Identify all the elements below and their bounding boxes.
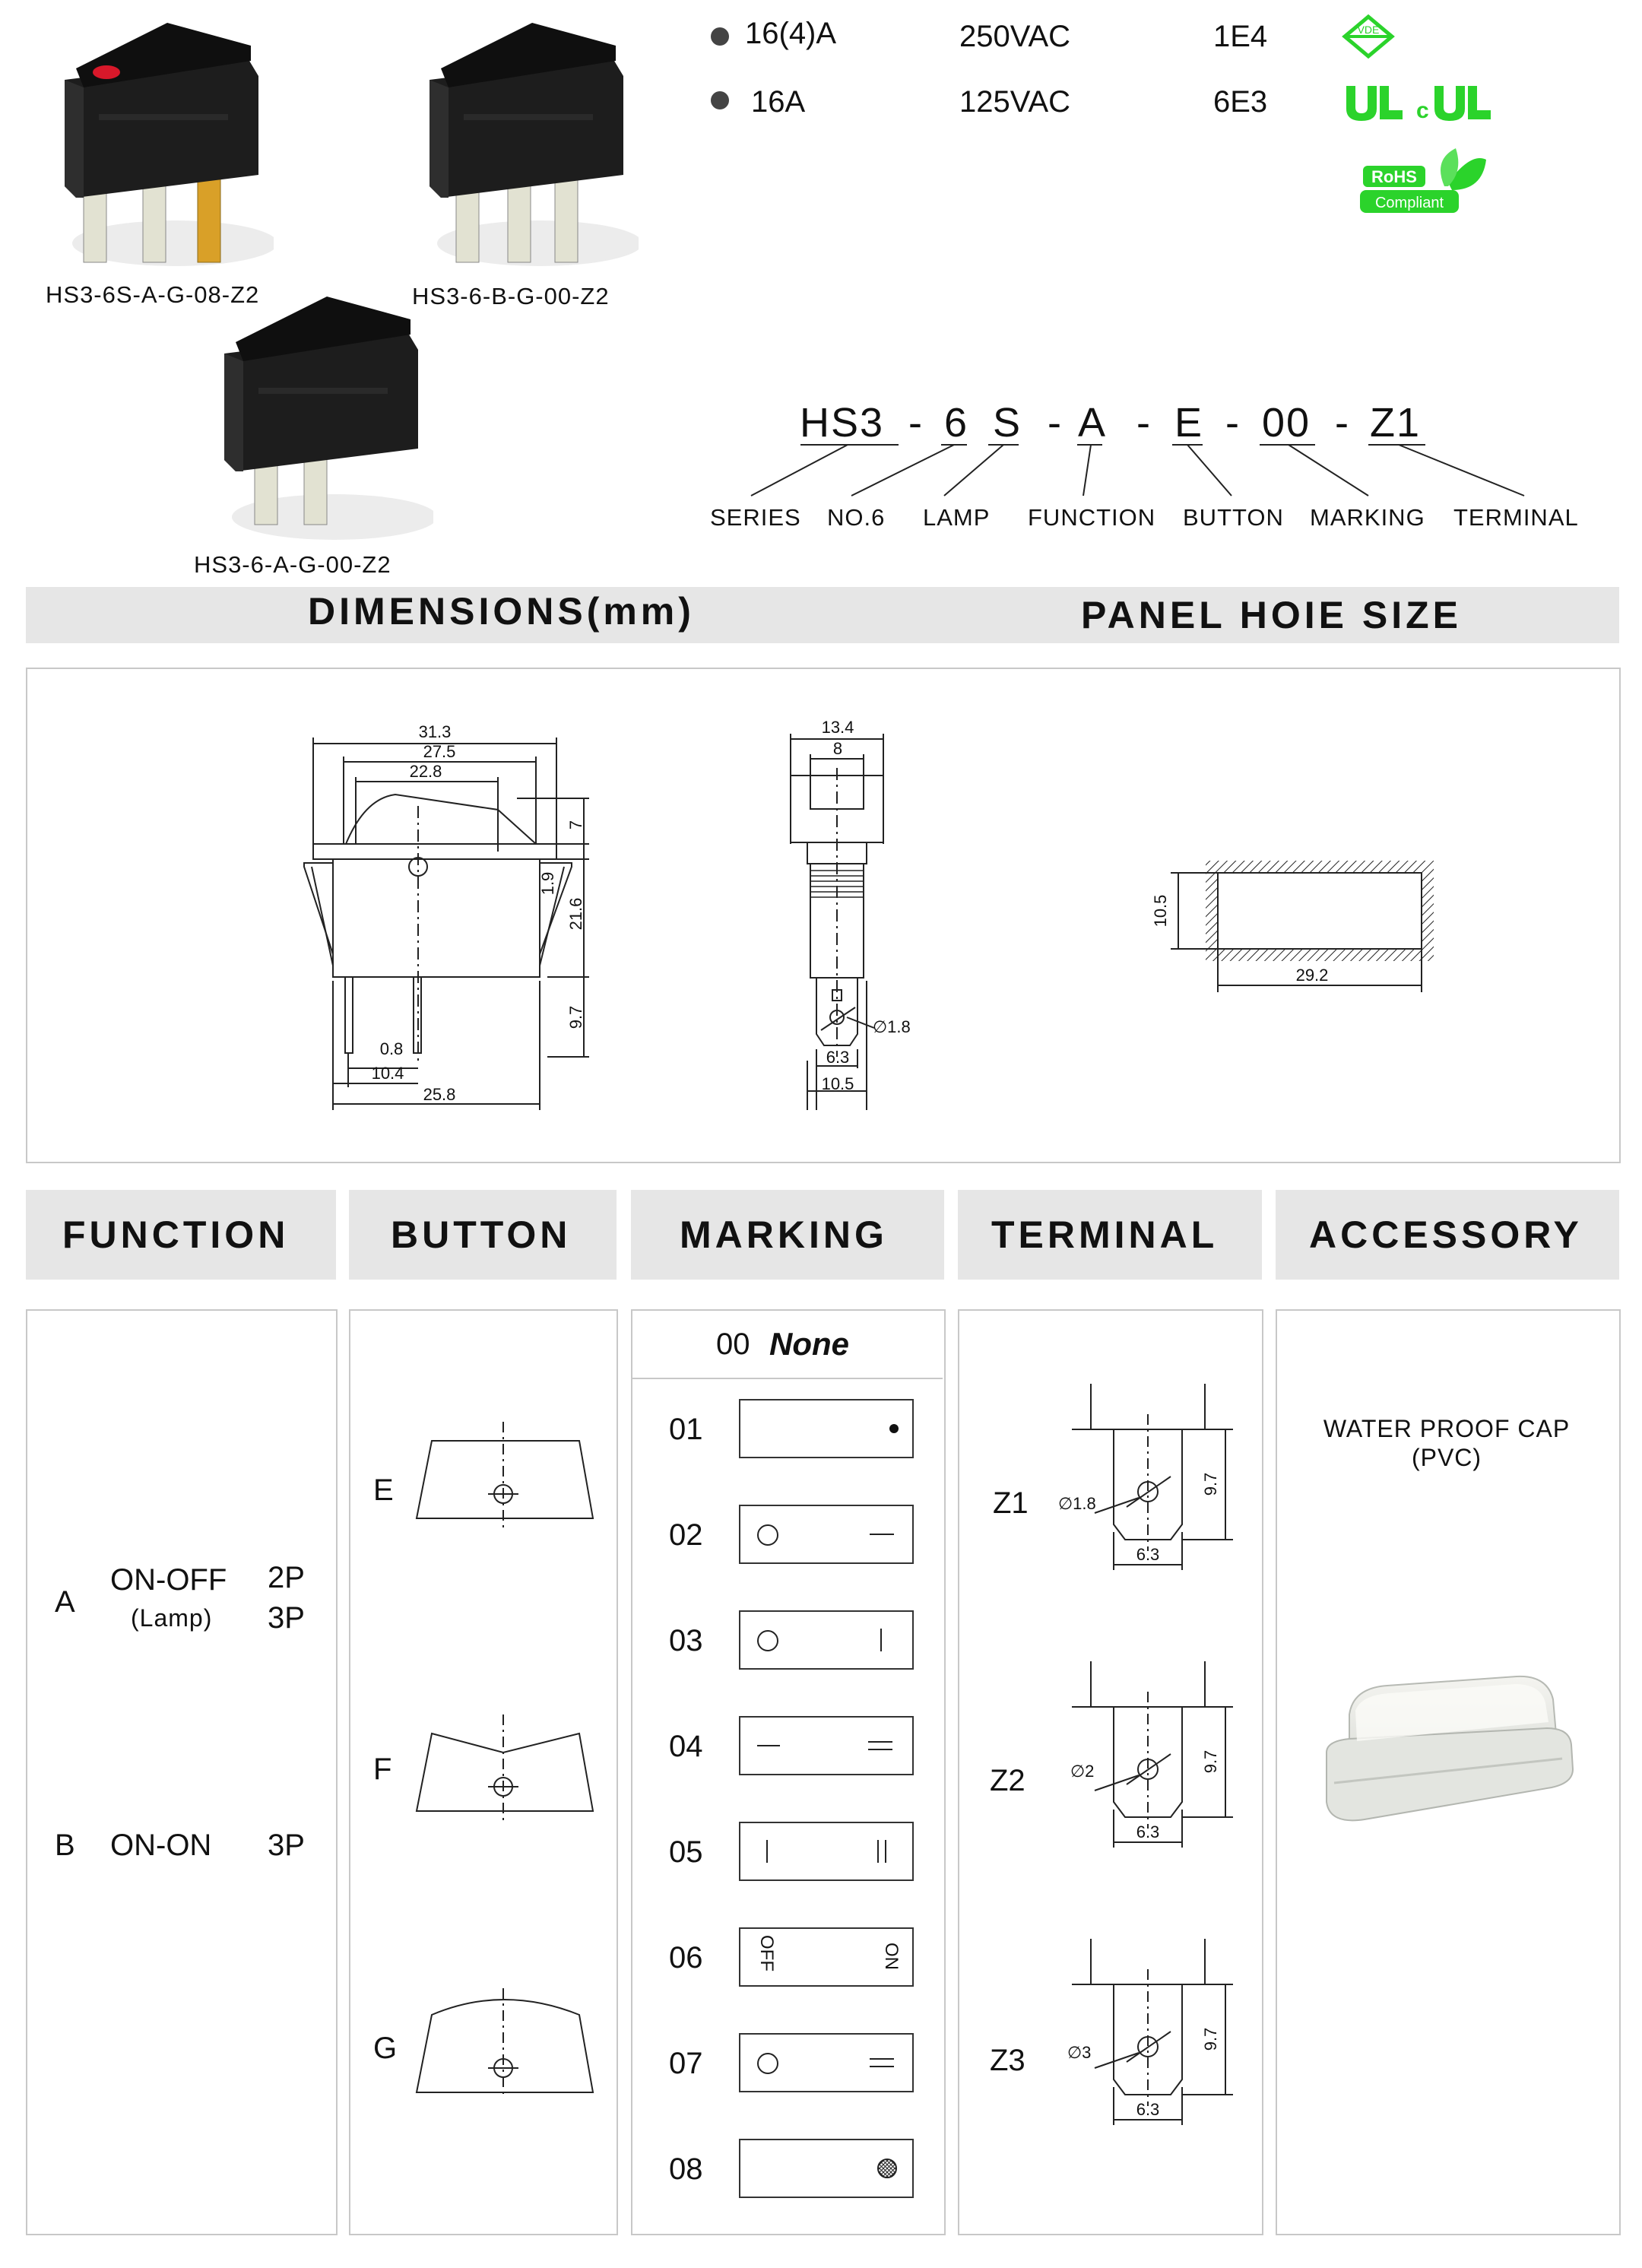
rating-current: 16(4)A bbox=[745, 17, 837, 50]
function-sub-a: (Lamp) bbox=[131, 1604, 213, 1632]
dim-6-3: 6.3 bbox=[826, 1048, 850, 1067]
button-code-e: E bbox=[373, 1473, 394, 1507]
dimensions-title: DIMENSIONS(mm) bbox=[308, 590, 695, 633]
dim-22-8: 22.8 bbox=[409, 762, 442, 781]
dash-icon bbox=[757, 1745, 780, 1746]
bar-icon bbox=[880, 1629, 882, 1651]
double-dash-icon bbox=[868, 1741, 892, 1743]
code-terminal: Z1 bbox=[1370, 400, 1422, 446]
accessory-title: ACCESSORY bbox=[1309, 1213, 1583, 1256]
product-photo-3 bbox=[205, 289, 433, 544]
dim-0-8: 0.8 bbox=[379, 1039, 404, 1058]
dim-9-7: 9.7 bbox=[566, 1005, 585, 1029]
terminal-z3-dia: ∅3 bbox=[1067, 2043, 1092, 2062]
accessory-caption bbox=[1276, 1414, 1618, 1472]
button-code-g: G bbox=[373, 2032, 398, 2065]
function-code-b: B bbox=[55, 1829, 75, 1862]
ul-c-text: c bbox=[1416, 98, 1429, 123]
compliant-text: Compliant bbox=[1374, 195, 1444, 211]
terminal-z3-height: 9.7 bbox=[1201, 2027, 1220, 2051]
terminal-code-z2: Z2 bbox=[990, 1764, 1025, 1797]
code-label-terminal: TERMINAL bbox=[1453, 504, 1579, 531]
double-dash-icon bbox=[868, 1749, 892, 1750]
product-photo-1 bbox=[46, 15, 274, 270]
code-lamp: S bbox=[993, 400, 1022, 446]
function-pole-b-3p: 3P bbox=[268, 1829, 305, 1862]
terminal-z2-drawing bbox=[1057, 1661, 1239, 1859]
rating-voltage: 250VAC bbox=[959, 20, 1071, 53]
function-title: FUNCTION bbox=[62, 1213, 290, 1256]
terminal-title: TERMINAL bbox=[991, 1213, 1219, 1256]
function-name-b: ON-ON bbox=[110, 1829, 212, 1862]
function-name-a: ON-OFF bbox=[110, 1563, 227, 1597]
rohs-text: RoHS bbox=[1371, 167, 1417, 186]
button-code-f: F bbox=[373, 1753, 392, 1786]
marking-06-on: ON bbox=[881, 1943, 902, 1970]
function-panel bbox=[26, 1309, 338, 2235]
marking-05-box bbox=[739, 1822, 914, 1881]
button-g-shape bbox=[410, 1984, 601, 2098]
rating-cycles: 6E3 bbox=[1213, 85, 1268, 119]
code-label-function: FUNCTION bbox=[1028, 504, 1156, 531]
terminal-z3-width: 6.3 bbox=[1136, 2100, 1160, 2119]
bar-icon bbox=[766, 1840, 768, 1863]
terminal-code-z3: Z3 bbox=[990, 2044, 1025, 2077]
bullet-icon bbox=[711, 91, 729, 109]
marking-divider bbox=[632, 1378, 943, 1379]
rating-cycles: 1E4 bbox=[1213, 20, 1268, 53]
dim-panel-10-5: 10.5 bbox=[1151, 894, 1170, 928]
terminal-z3-drawing bbox=[1057, 1939, 1239, 2136]
dim-27-5: 27.5 bbox=[423, 742, 456, 761]
code-no6: 6 bbox=[944, 400, 969, 446]
dim-panel-29-2: 29.2 bbox=[1295, 966, 1329, 985]
lamp-lens-icon bbox=[876, 2157, 899, 2180]
water-proof-cap-image bbox=[1319, 1669, 1577, 1836]
dim-13-4: 13.4 bbox=[821, 718, 854, 737]
code-label-lamp: LAMP bbox=[923, 504, 991, 531]
marking-08-box bbox=[739, 2139, 914, 2198]
button-e-shape bbox=[410, 1418, 601, 1532]
terminal-z2-height: 9.7 bbox=[1201, 1749, 1220, 1774]
code-label-no6: NO.6 bbox=[827, 504, 886, 531]
circle-icon bbox=[757, 1630, 778, 1651]
code-button: E bbox=[1174, 400, 1204, 446]
marking-07-box bbox=[739, 2033, 914, 2092]
rohs-compliant-icon bbox=[1357, 144, 1490, 220]
side-view-drawing bbox=[783, 715, 950, 1118]
terminal-z1-width: 6.3 bbox=[1136, 1545, 1160, 1564]
terminal-z1-drawing bbox=[1057, 1384, 1239, 1581]
product-photo-2 bbox=[410, 15, 639, 270]
function-code-a: A bbox=[55, 1585, 75, 1619]
terminal-z2-dia: ∅2 bbox=[1070, 1762, 1095, 1781]
dim-10-4: 10.4 bbox=[371, 1064, 404, 1083]
code-leader-lines bbox=[699, 441, 1596, 502]
dim-dia-1-8: ∅1.8 bbox=[873, 1017, 911, 1036]
marking-03-box bbox=[739, 1610, 914, 1670]
accessory-material: (PVC) bbox=[1411, 1444, 1482, 1471]
dim-7: 7 bbox=[566, 820, 585, 830]
marking-none-code: 00 bbox=[716, 1327, 750, 1361]
function-pole-a-2p: 2P bbox=[268, 1561, 305, 1594]
vde-mark-text: VDE bbox=[1357, 24, 1380, 36]
code-dash: - bbox=[1225, 400, 1241, 446]
marking-code-02: 02 bbox=[669, 1518, 703, 1552]
marking-06-off: OFF bbox=[756, 1935, 777, 1971]
marking-code-08: 08 bbox=[669, 2152, 703, 2186]
accessory-name: WATER PROOF CAP bbox=[1323, 1415, 1571, 1442]
double-bar-icon bbox=[877, 1840, 879, 1863]
code-marking: 00 bbox=[1262, 400, 1311, 446]
code-label-button: BUTTON bbox=[1183, 504, 1284, 531]
marking-code-06: 06 bbox=[669, 1941, 703, 1975]
circle-icon bbox=[757, 2053, 778, 2074]
ul-mark-icon bbox=[1342, 80, 1494, 125]
dim-21-6: 21.6 bbox=[566, 897, 585, 931]
terminal-z1-height: 9.7 bbox=[1201, 1472, 1220, 1496]
rating-voltage: 125VAC bbox=[959, 85, 1071, 119]
code-label-series: SERIES bbox=[710, 504, 801, 531]
panel-hole-title: PANEL HOIE SIZE bbox=[1081, 594, 1463, 636]
dim-31-3: 31.3 bbox=[418, 722, 452, 741]
marking-01-box bbox=[739, 1399, 914, 1458]
double-dash-icon bbox=[870, 2066, 894, 2067]
marking-06-box bbox=[739, 1927, 914, 1987]
code-dash: - bbox=[908, 400, 924, 446]
rating-current: 16A bbox=[751, 85, 806, 119]
marking-code-05: 05 bbox=[669, 1835, 703, 1869]
circle-icon bbox=[757, 1524, 778, 1546]
bullet-icon bbox=[711, 27, 729, 46]
terminal-z2-width: 6.3 bbox=[1136, 1822, 1160, 1841]
dim-8: 8 bbox=[832, 739, 843, 758]
button-title: BUTTON bbox=[391, 1213, 572, 1256]
code-function: A bbox=[1078, 400, 1108, 446]
marking-code-03: 03 bbox=[669, 1624, 703, 1657]
product-caption-1: HS3-6S-A-G-08-Z2 bbox=[46, 281, 260, 308]
code-dash: - bbox=[1048, 400, 1063, 446]
marking-02-box bbox=[739, 1505, 914, 1564]
panel-hole-drawing bbox=[1133, 852, 1437, 1004]
vde-mark-icon bbox=[1342, 14, 1395, 59]
marking-04-box bbox=[739, 1716, 914, 1775]
code-label-marking: MARKING bbox=[1310, 504, 1425, 531]
dash-icon bbox=[870, 1534, 894, 1535]
dot-icon bbox=[889, 1424, 899, 1433]
marking-code-07: 07 bbox=[669, 2047, 703, 2080]
function-pole-a-3p: 3P bbox=[268, 1601, 305, 1635]
terminal-code-z1: Z1 bbox=[993, 1486, 1029, 1520]
code-dash: - bbox=[1136, 400, 1152, 446]
button-f-shape bbox=[410, 1711, 601, 1825]
marking-code-04: 04 bbox=[669, 1730, 703, 1763]
product-caption-2: HS3-6-B-G-00-Z2 bbox=[412, 283, 610, 309]
code-dash: - bbox=[1335, 400, 1350, 446]
marking-code-01: 01 bbox=[669, 1413, 703, 1446]
front-view-drawing bbox=[296, 715, 616, 1118]
code-series: HS3 bbox=[800, 400, 885, 446]
marking-none-label: None bbox=[769, 1326, 849, 1362]
terminal-z1-dia: ∅1.8 bbox=[1058, 1494, 1096, 1513]
double-bar-icon bbox=[885, 1840, 886, 1863]
marking-title: MARKING bbox=[680, 1213, 888, 1256]
product-caption-3: HS3-6-A-G-00-Z2 bbox=[194, 551, 391, 578]
dim-1-9: 1.9 bbox=[538, 871, 557, 896]
dim-10-5: 10.5 bbox=[821, 1074, 854, 1093]
dim-25-8: 25.8 bbox=[423, 1085, 456, 1104]
double-dash-icon bbox=[870, 2058, 894, 2060]
